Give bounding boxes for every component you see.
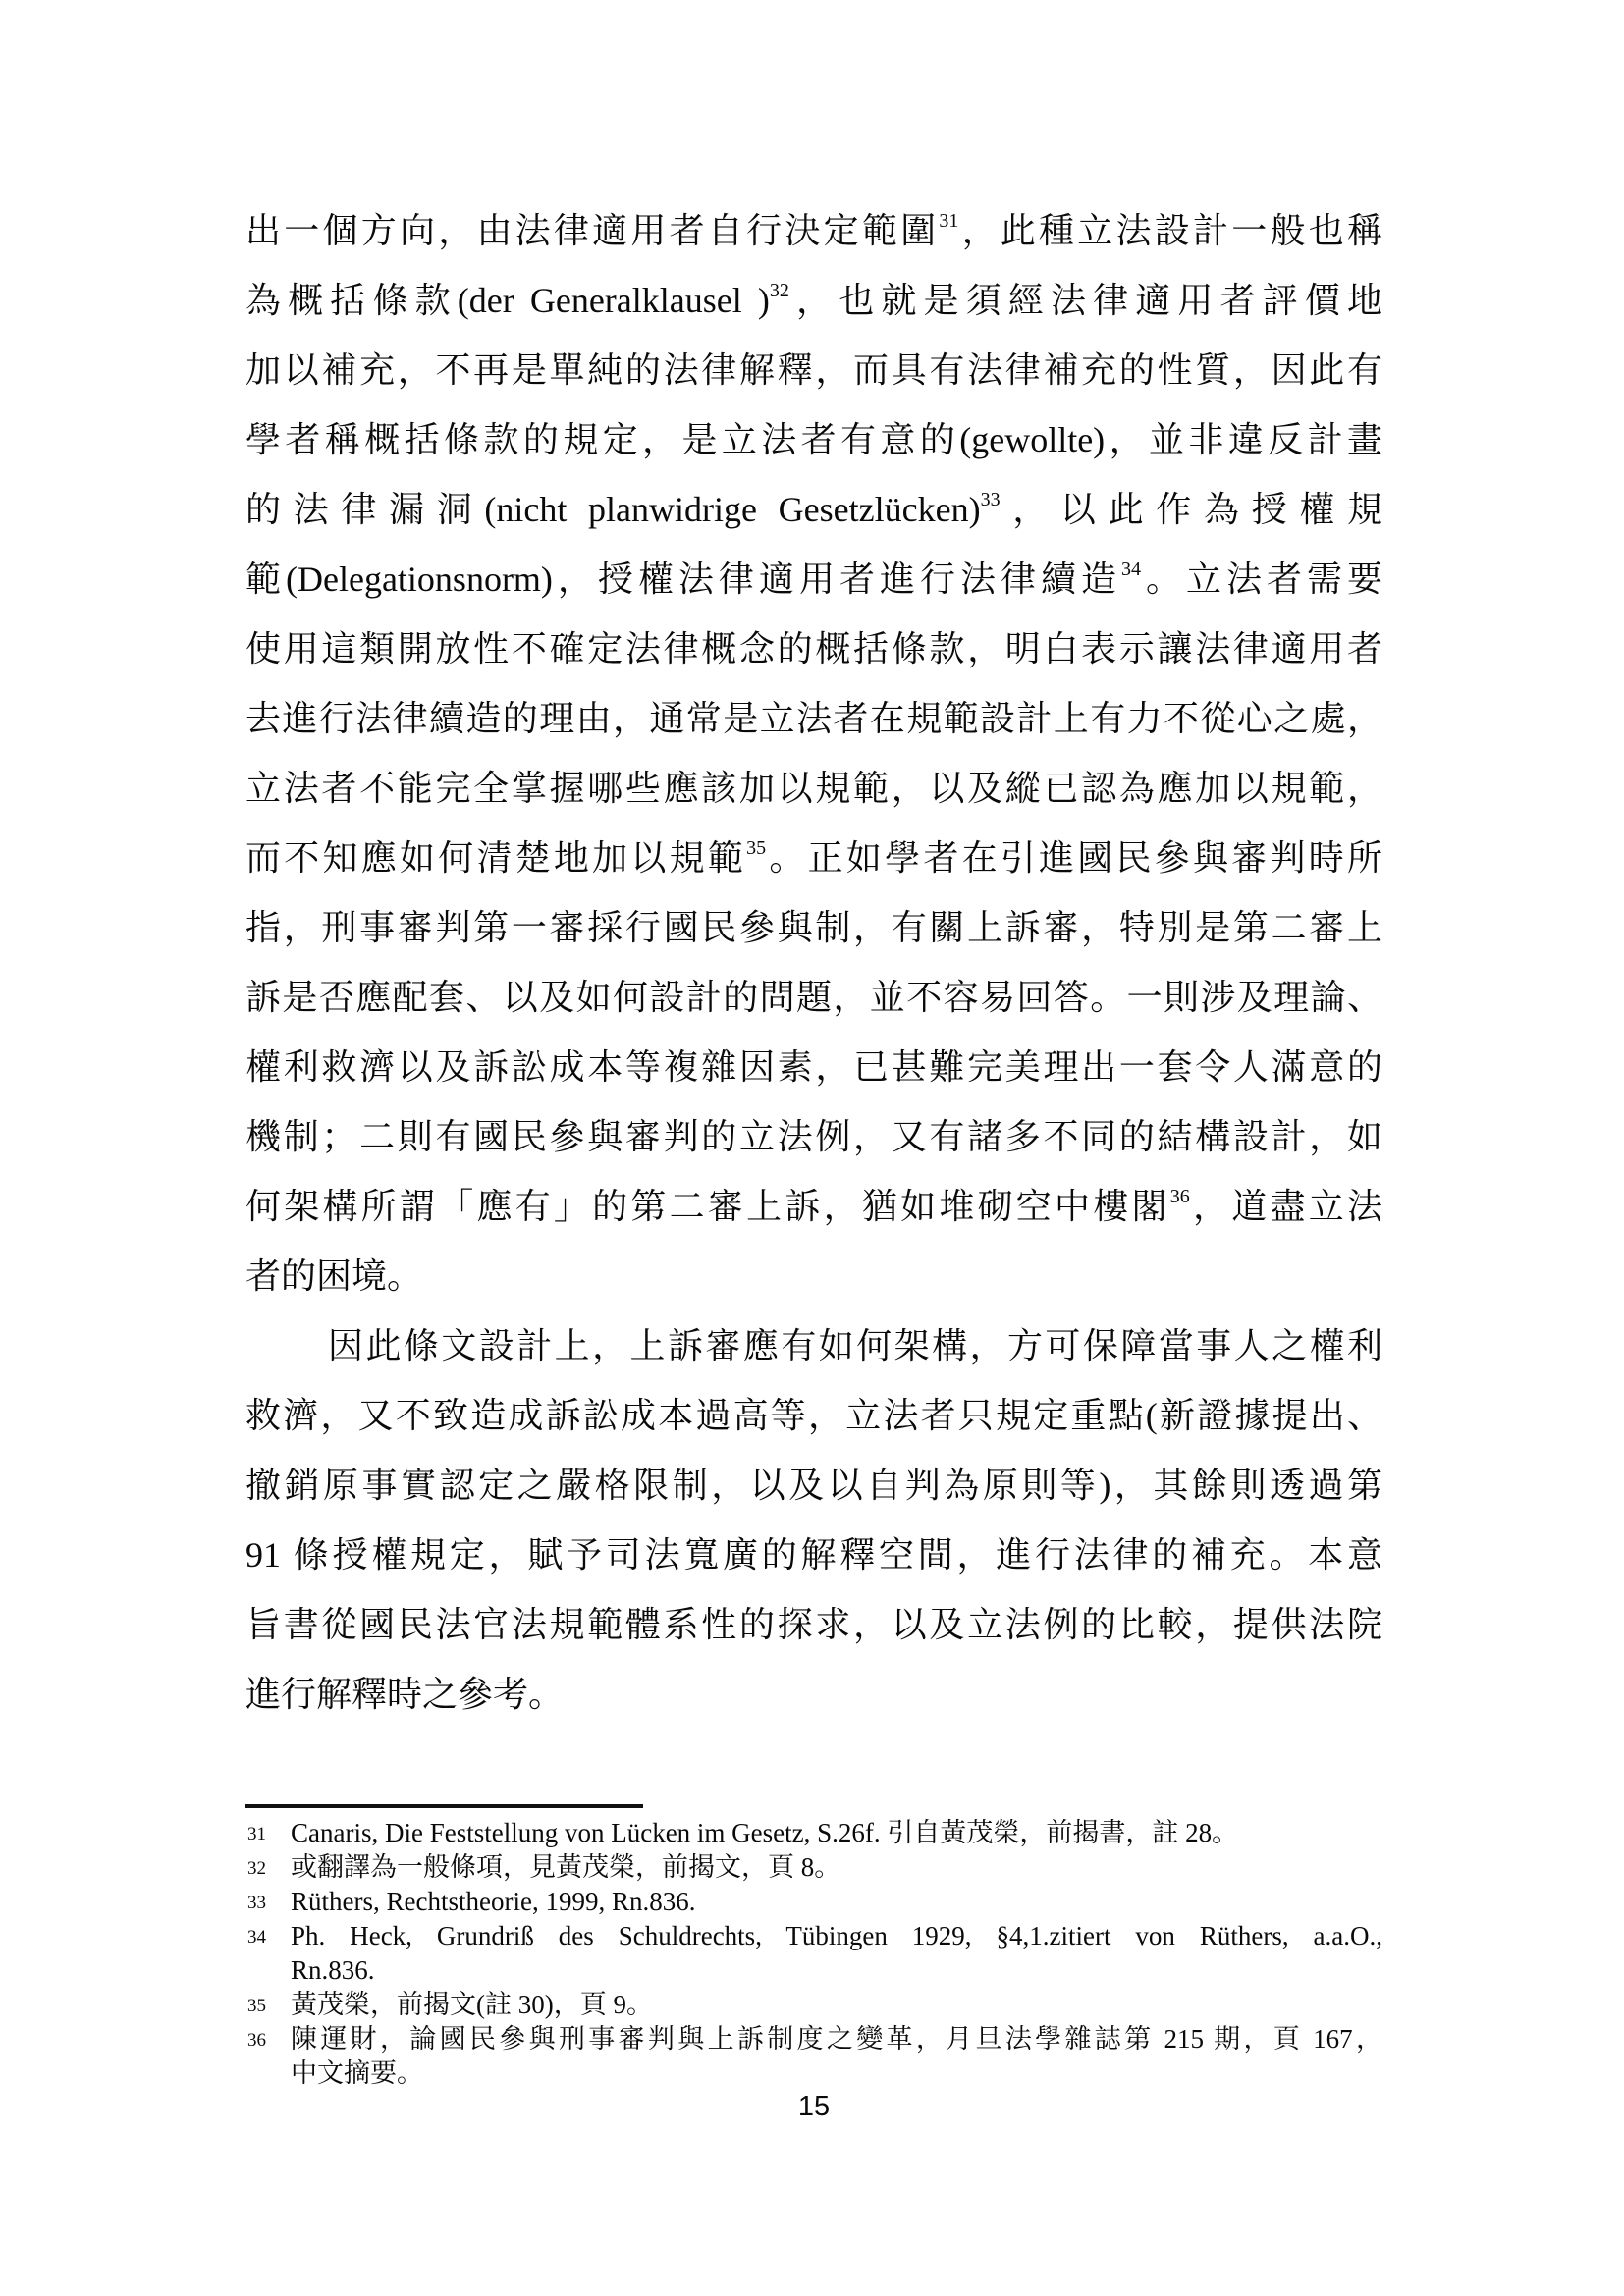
footnote-line bbox=[245, 2022, 1382, 2056]
line-text: 出一個方向，由法律適用者自行決定範圍 bbox=[245, 211, 940, 250]
body-line bbox=[245, 1102, 1382, 1172]
line-text: 。正如學者在引進國民參與審判時所 bbox=[766, 838, 1382, 878]
footnote-line bbox=[245, 1816, 1382, 1850]
line-text: 者的困境。 bbox=[245, 1256, 423, 1296]
footnote bbox=[245, 1816, 1382, 1850]
footnote bbox=[245, 1919, 1382, 1988]
body-line bbox=[245, 614, 1382, 684]
footnote-number: 34 bbox=[247, 1927, 266, 1948]
footnote-text: 中文摘要。 bbox=[291, 2058, 423, 2088]
body-line bbox=[245, 1033, 1382, 1102]
line-text: 因此條文設計上，上訴審應有如何架構，方可保障當事人之權利 bbox=[328, 1326, 1382, 1365]
line-text: ，道盡立法 bbox=[1189, 1187, 1382, 1226]
body-line bbox=[245, 684, 1382, 754]
body-line bbox=[245, 1381, 1382, 1451]
line-text: 何架構所謂「應有」的第二審上訴，猶如堆砌空中樓閣 bbox=[245, 1187, 1170, 1226]
footnote bbox=[245, 1850, 1382, 1885]
footnote-ref: 36 bbox=[1169, 1186, 1190, 1207]
line-text: 範(Delegationsnorm)，授權法律適用者進行法律續造 bbox=[245, 560, 1121, 599]
footnote-ref: 33 bbox=[980, 489, 1001, 510]
body-line bbox=[245, 1172, 1382, 1242]
line-text: 進行解釋時之參考。 bbox=[245, 1675, 565, 1714]
footnote-number: 32 bbox=[247, 1858, 266, 1879]
footnote-ref: 32 bbox=[769, 280, 789, 301]
footnote-text: Ph. Heck, Grundriß des Schuldrechts, Tübingen 1929, §4,1.zitiert von Rüthers, a.a.O., bbox=[291, 1921, 1382, 1950]
footnote-ref: 35 bbox=[746, 837, 767, 859]
footnote-text: Canaris, Die Feststellung von Lücken im Gesetz, S.26f. 引自黃茂榮，前揭書，註 28。 bbox=[291, 1818, 1239, 1847]
line-text: ，也就是須經法律適用者評價地 bbox=[788, 281, 1382, 320]
line-text: 而不知應如何清楚地加以規範 bbox=[245, 838, 747, 878]
footnote-line bbox=[245, 1885, 1382, 1919]
body-line bbox=[245, 1311, 1382, 1381]
body-line bbox=[245, 824, 1382, 893]
line-text: 91 條授權規定，賦予司法寬廣的解釋空間，進行法律的補充。本意 bbox=[245, 1535, 1382, 1575]
footnote-separator bbox=[245, 1804, 643, 1808]
line-text: 去進行法律續造的理由，通常是立法者在規範設計上有力不從心之處， bbox=[245, 699, 1382, 738]
footnote-line bbox=[245, 1953, 1382, 1988]
body-line bbox=[245, 963, 1382, 1033]
body-line bbox=[245, 336, 1382, 405]
body-line bbox=[245, 405, 1382, 475]
line-text: 撤銷原事實認定之嚴格限制，以及以自判為原則等)，其餘則透過第 bbox=[245, 1466, 1382, 1505]
line-text: 。立法者需要 bbox=[1140, 560, 1382, 599]
footnote bbox=[245, 2022, 1382, 2091]
footnote-ref: 34 bbox=[1120, 559, 1141, 580]
page-number: 15 bbox=[797, 2091, 831, 2122]
line-text: 立法者不能完全掌握哪些應該加以規範，以及縱已認為應加以規範， bbox=[245, 769, 1382, 808]
line-text: 機制；二則有國民參與審判的立法例，又有諸多不同的結構設計，如 bbox=[245, 1117, 1382, 1156]
line-text: 使用這類開放性不確定法律概念的概括條款，明白表示讓法律適用者 bbox=[245, 629, 1382, 668]
footnote bbox=[245, 1885, 1382, 1919]
footnote-text: 黃茂榮，前揭文(註 30)，頁 9。 bbox=[291, 1990, 653, 2019]
line-text: 指，刑事審判第一審採行國民參與制，有關上訴審，特別是第二審上 bbox=[245, 908, 1382, 947]
body-line bbox=[245, 475, 1382, 545]
body-line bbox=[245, 1242, 1382, 1311]
body-line bbox=[245, 754, 1382, 824]
line-text: 為概括條款(der Generalklausel ) bbox=[245, 281, 770, 320]
footnote-ref: 31 bbox=[939, 210, 959, 232]
line-text: 加以補充，不再是單純的法律解釋，而具有法律補充的性質，因此有 bbox=[245, 350, 1382, 390]
footnote bbox=[245, 1988, 1382, 2022]
body-line bbox=[245, 266, 1382, 336]
body-line bbox=[245, 893, 1382, 963]
line-text: 權利救濟以及訴訟成本等複雜因素，已甚難完美理出一套令人滿意的 bbox=[245, 1047, 1382, 1087]
line-text: 學者稱概括條款的規定，是立法者有意的(gewollte)，並非違反計畫 bbox=[245, 420, 1382, 459]
line-text: 訴是否應配套、以及如何設計的問題，並不容易回答。一則涉及理論、 bbox=[245, 978, 1382, 1017]
body-line bbox=[245, 545, 1382, 614]
footnote-number: 36 bbox=[247, 2030, 266, 2051]
footnote-line bbox=[245, 2056, 1382, 2091]
footnote-line bbox=[245, 1850, 1382, 1885]
footnote-number: 31 bbox=[247, 1824, 266, 1844]
body-line bbox=[245, 196, 1382, 266]
body-text bbox=[245, 196, 1382, 1730]
footnote-text: Rn.836. bbox=[291, 1955, 375, 1985]
footnote-number: 35 bbox=[247, 1996, 266, 2016]
footnote-text: 或翻譯為一般條項，見黃茂榮，前揭文，頁 8。 bbox=[291, 1852, 841, 1882]
line-text: 救濟，又不致造成訴訟成本過高等，立法者只規定重點(新證據提出、 bbox=[245, 1396, 1382, 1435]
body-line bbox=[245, 1451, 1382, 1521]
footnote-text: Rüthers, Rechtstheorie, 1999, Rn.836. bbox=[291, 1887, 696, 1916]
footnote-number: 33 bbox=[247, 1893, 266, 1913]
line-text: ，以此作為授權規 bbox=[1000, 490, 1382, 529]
footnote-line bbox=[245, 1988, 1382, 2022]
line-text: 旨書從國民法官法規範體系性的探求，以及立法例的比較，提供法院 bbox=[245, 1605, 1382, 1644]
body-line bbox=[245, 1590, 1382, 1660]
footnote-text: 陳運財，論國民參與刑事審判與上訴制度之變革，月旦法學雜誌第 215 期，頁 167， bbox=[291, 2024, 1382, 2054]
line-text: ，此種立法設計一般也稱 bbox=[958, 211, 1382, 250]
footnotes-section bbox=[245, 1804, 1382, 2091]
body-line bbox=[245, 1660, 1382, 1730]
line-text: 的法律漏洞(nicht planwidrige Gesetzlücken) bbox=[245, 490, 981, 529]
body-line bbox=[245, 1521, 1382, 1590]
footnote-line bbox=[245, 1919, 1382, 1953]
